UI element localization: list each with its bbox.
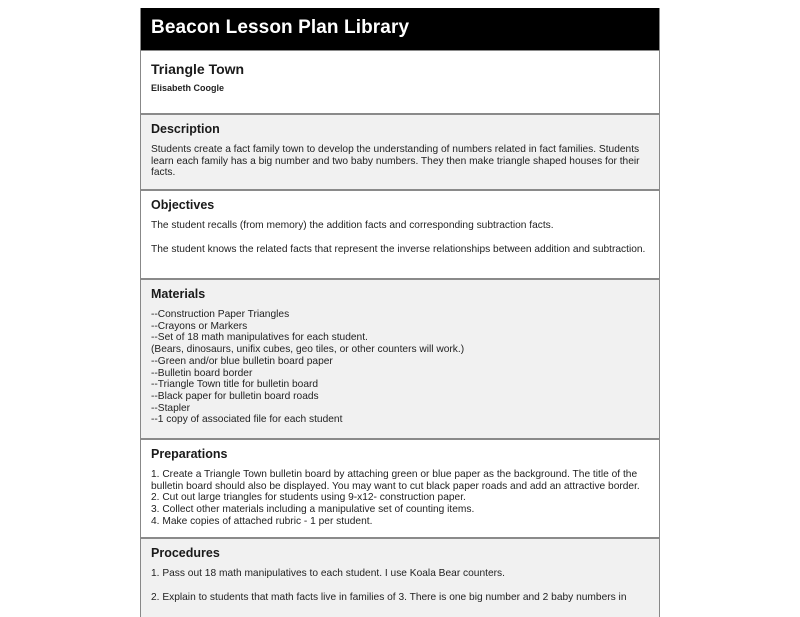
preparation-item: 4. Make copies of attached rubric - 1 per student. <box>151 515 373 527</box>
material-item: --Set of 18 math manipulatives for each student. <box>151 332 368 344</box>
materials-section <box>141 278 659 438</box>
material-item: (Bears, dinosaurs, unifix cubes, geo tiles, or other counters will work.) <box>151 344 465 356</box>
objectives-section <box>141 189 659 278</box>
material-item: --Construction Paper Triangles <box>151 309 290 320</box>
procedures-heading: Procedures <box>151 546 220 560</box>
procedures-section <box>141 537 659 617</box>
material-item: --Stapler <box>151 402 191 414</box>
preparations-section <box>141 438 659 537</box>
description-heading: Description <box>151 122 220 136</box>
preparation-item: 1. Create a Triangle Town bulletin board by attaching green or blue paper as the background. The title of the bulletin board should also be displayed. You may want to cut black paper roads and add an attractive border. <box>151 469 640 492</box>
lesson-plan-page <box>140 8 660 617</box>
preparation-item: 2. Cut out large triangles for students using 9-x12- construction paper. <box>151 492 466 504</box>
lesson-header <box>141 50 659 113</box>
preparations-heading: Preparations <box>151 447 228 461</box>
material-item: --Green and/or blue bulletin board paper <box>151 355 333 367</box>
objectives-heading: Objectives <box>151 198 215 212</box>
materials-heading: Materials <box>151 287 206 301</box>
material-item: --Crayons or Markers <box>151 320 248 332</box>
site-banner <box>141 8 659 50</box>
objective-item: The student recalls (from memory) the addition facts and corresponding subtraction facts. <box>151 220 554 231</box>
site-title: Beacon Lesson Plan Library <box>151 17 410 38</box>
material-item: --Bulletin board border <box>151 367 253 379</box>
material-item: --Triangle Town title for bulletin board <box>151 379 319 391</box>
lesson-author: Elisabeth Coogle <box>151 83 225 93</box>
description-text: Students create a fact family town to develop the understanding of numbers related in fact families. Students learn each family has a big number and two baby numbers. They then make triangle shaped houses for their facts. <box>151 144 640 179</box>
description-section <box>141 113 659 189</box>
preparation-item: 3. Collect other materials including a manipulative set of counting items. <box>151 504 475 516</box>
procedure-item: 1. Pass out 18 math manipulatives to each student. I use Koala Bear counters. <box>151 568 505 579</box>
lesson-title: Triangle Town <box>151 61 245 77</box>
material-item: --1 copy of associated file for each student <box>151 414 343 426</box>
procedure-item: 2. Explain to students that math facts live in families of 3. There is one big number and 2 baby numbers in <box>151 591 627 603</box>
objective-item: The student knows the related facts that represent the inverse relationships between addition and subtraction. <box>151 243 646 255</box>
material-item: --Black paper for bulletin board roads <box>151 390 319 402</box>
